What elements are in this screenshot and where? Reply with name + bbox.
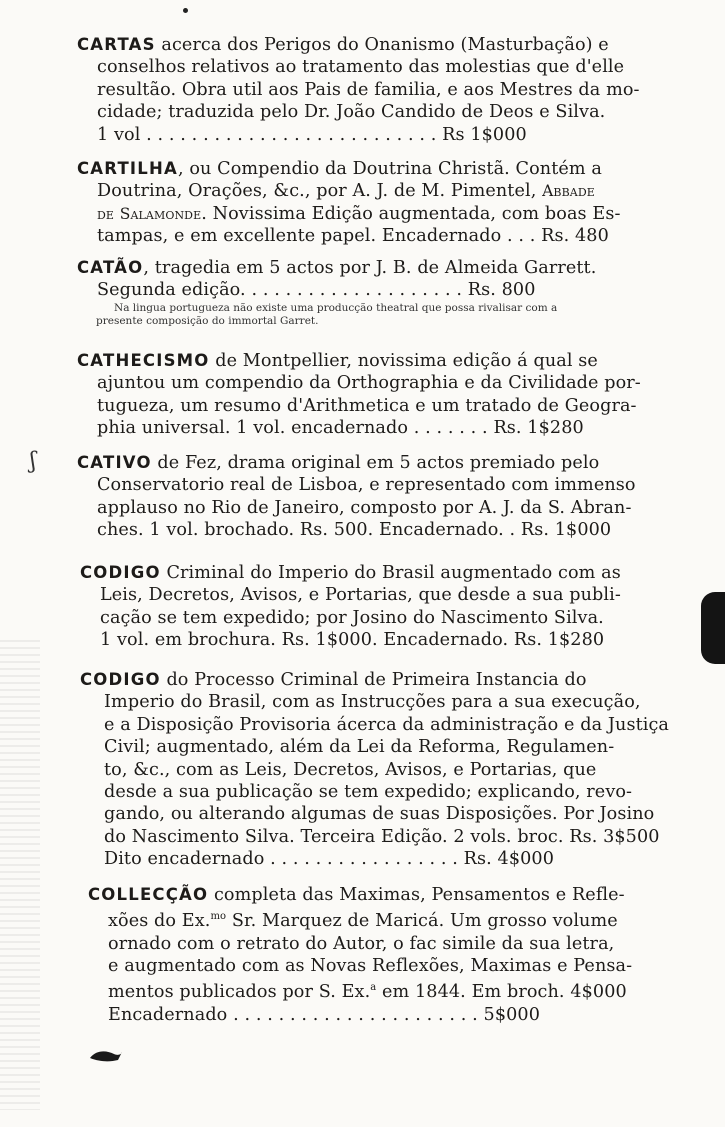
entry-codigo-processo: CODIGO do Processo Criminal de Primeira Instancia do Imperio do Brasil, com as Instrucções para a sua execução, e a Disposição Provisoria ácerca da administração e da Justiça Civil; augmentado, além da Lei da Reforma, Regulamen- to, &c., com as Leis, Decretos, Avisos, e Portarias, que desde a sua publicação se tem expedido; explicando, revo- gando, ou alterando algumas de suas Disposições. Por Josino do Nascimento Silva. Terceira Edição. 2 vols. broc. Rs. 3$500 Dito encadernado . . . . . . . . . . . . . . . . . Rs. 4$000 (80, 670, 670, 870)
page-edge-stain (0, 640, 40, 1110)
entry-catao: CATÃO, tragedia em 5 actos por J. B. de Almeida Garrett. Segunda edição. . . . . . . . . . . . . . . . . . . . Rs. 800 (77, 258, 597, 301)
entry-heading: CATIVO (77, 453, 152, 472)
entry-heading: CODIGO (80, 563, 161, 582)
entry-colleccao: COLLECÇÃO completa das Maximas, Pensamentos e Refle- xões do Ex.$^{mo}$ Sr. Marquez de Maricá. Um grosso volume ornado com o retrato do Autor, o fac simile da sua letra, e augmentado com as Novas Reflexões, Maximas e Pensa- mentos publicados por S. Ex.$^a$ em 1844. Em broch. 4$000 Encadernado . . . . . . . . . . . . . . . . . . . . . . 5$000 (88, 885, 633, 1025)
entry-heading: CARTILHA (77, 159, 178, 178)
entry-cativo: CATIVO de Fez, drama original em 5 actos premiado pelo Conservatorio real de Lisboa, e representado com immenso applauso no Rio de Janeiro, composto por A. J. da S. Abran- ches. 1 vol. brochado. Rs. 500. Encadernado. . Rs. 1$000 (77, 453, 636, 541)
entry-heading: CATHECISMO (77, 351, 210, 370)
footnote: Na lingua portugueza não existe uma producção theatral que possa rivalisar com a presente composição do immortal Garret. (96, 302, 558, 327)
ink-dot (183, 8, 188, 13)
margin-mark: ʃ (30, 449, 36, 474)
entry-cartilha: CARTILHA, ou Compendio da Doutrina Christã. Contém a Doutrina, Orações, &c., por A. J. de M. Pimentel, Abbade de Salamonde. Novissima Edição augmentada, com boas Es- tampas, e em excellente papel. Encadernado . . . Rs. 480 (77, 159, 621, 247)
ink-blot (701, 592, 725, 664)
entry-heading: COLLECÇÃO (88, 885, 209, 904)
entry-heading: CODIGO (80, 670, 161, 689)
entry-heading: CATÃO (77, 258, 144, 277)
printer-flourish (88, 1048, 124, 1064)
entry-codigo-criminal: CODIGO Criminal do Imperio do Brasil augmentado com as Leis, Decretos, Avisos, e Portarias, que desde a sua publi- cação se tem expedido; por Josino do Nascimento Silva. 1 vol. em brochura. Rs. 1$000. Encadernado. Rs. 1$280 (80, 563, 621, 651)
entry-heading: CARTAS (77, 35, 156, 54)
entry-cartas: CARTAS acerca dos Perigos do Onanismo (Masturbação) e conselhos relativos ao tratamento das molestias que d'elle resultão. Obra util aos Pais de familia, e aos Mestres da mo- cidade; traduzida pelo Dr. João Candido de Deos e Silva. 1 vol . . . . . . . . . . . . . . . . . . . . . . . . . . Rs 1$000 (77, 35, 640, 145)
entry-cathecismo: CATHECISMO de Montpellier, novissima edição á qual se ajuntou um compendio da Orthographia e da Civilidade por- tugueza, um resumo d'Arithmetica e um tratado de Geogra- phia universal. 1 vol. encadernado . . . . . . . Rs. 1$280 (77, 351, 641, 439)
